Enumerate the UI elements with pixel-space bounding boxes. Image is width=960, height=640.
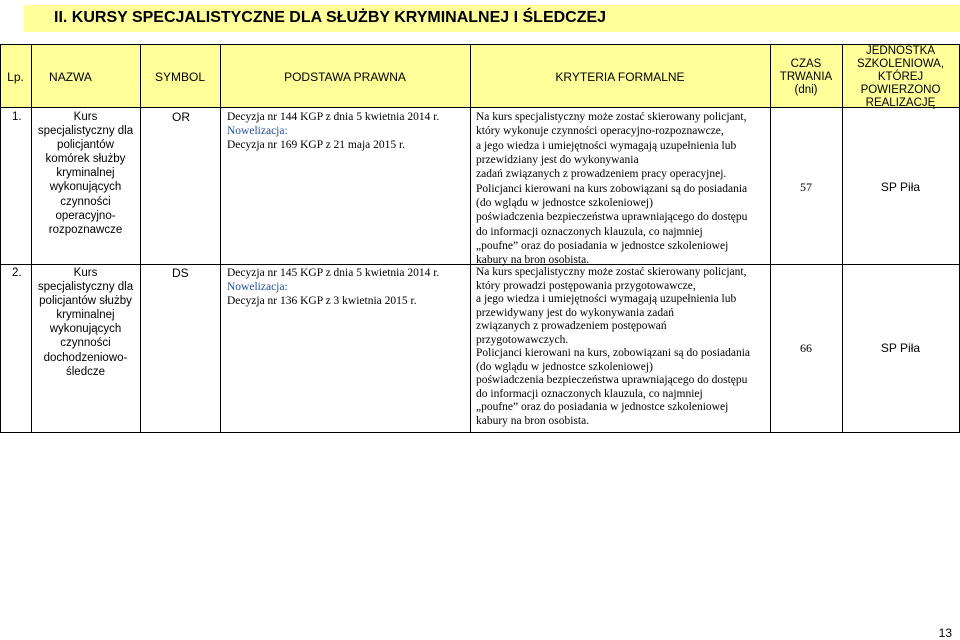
row2-lp: 2. [12, 267, 22, 279]
section-title: II. KURSY SPECJALISTYCZNE DLA SŁUŻBY KRYMINALNEJ I ŚLEDCZEJ [54, 9, 607, 26]
header-lp: Lp. [7, 70, 24, 84]
header-symbol: SYMBOL [154, 70, 205, 84]
header-kryteria: KRYTERIA FORMALNE [555, 70, 685, 84]
header-jednostka: JEDNOSTKA SZKOLENIOWA, KTÓREJ POWIERZONO REALIZACJĘ [856, 45, 945, 109]
row2-legal-basis: Decyzja nr 145 KGP z dnia 5 kwietnia 2014 r. Nowelizacja: Decyzja nr 136 KGP z 3 kwietnia 2015 r. [227, 266, 467, 309]
row2-unit: SP Piła [880, 341, 921, 355]
row1-lp: 1. [12, 111, 22, 123]
row1-days: 57 [800, 180, 812, 194]
header-podstawa: PODSTAWA PRAWNA [284, 70, 406, 84]
row2-criteria: Na kurs specjalistyczny może zostać skierowany policjant, który prowadzi postępowania przygotowawcze, a jego wiedza i umiejętności wymagają uzupełnienia lub przewidywany jest do wykonywania zadań związanych z prowadzeniem postępowań przygotowawczych. Policjanci kierowani na kurs, zobowiązani są do posiadania (do wglądu w jednostce szkoleniowej) poświadczenia bezpieczeństwa uprawniającego do dostępu do informacji oznaczonych klauzula, co najmniej „poufne” oraz do posiadania w jednostce szkoleniowej kabury na bron osobista. [476, 266, 751, 427]
header-czas: CZAS TRWANIA (dni) [779, 58, 833, 96]
row2-course-name: Kurs specjalistyczny dla policjantów służby kryminalnej wykonujących czynności dochodzeniowo- śledcze [37, 267, 134, 378]
row2-amendment-label: Nowelizacja: [227, 281, 288, 294]
row2-symbol: DS [172, 266, 189, 280]
row1-amendment-label: Nowelizacja: [227, 125, 288, 138]
header-nazwa: NAZWA [49, 70, 92, 84]
row1-symbol: OR [172, 110, 190, 124]
row1-legal-basis: Decyzja nr 144 KGP z dnia 5 kwietnia 2014 r. Nowelizacja: Decyzja nr 169 KGP z 21 maja 2015 r. [227, 110, 467, 153]
row1-course-name: Kurs specjalistyczny dla policjantów komórek służby kryminalnej wykonujących czynności operacyjno- rozpoznawcze [37, 111, 134, 236]
row1-unit: SP Piła [880, 180, 921, 194]
page-number: 13 [938, 626, 952, 640]
section-title-banner [24, 5, 960, 32]
row2-days: 66 [800, 341, 812, 355]
row1-criteria: Na kurs specjalistyczny może zostać skierowany policjant, który wykonuje czynności operacyjno-rozpoznawcze, a jego wiedza i umiejętności wymagają uzupełnienia lub przewidziany jest do wykonywania zadań związanych z prowadzeniem pracy operacyjnej. Policjanci kierowani na kurs zobowiązani są do posiadania (do wglądu w jednostce szkoleniowej) poświadczenia bezpieczeństwa uprawniającego do dostępu do informacji oznaczonych klauzula, co najmniej „poufne” oraz do posiadania w jednostce szkoleniowej kabury na bron osobista. [476, 111, 748, 267]
